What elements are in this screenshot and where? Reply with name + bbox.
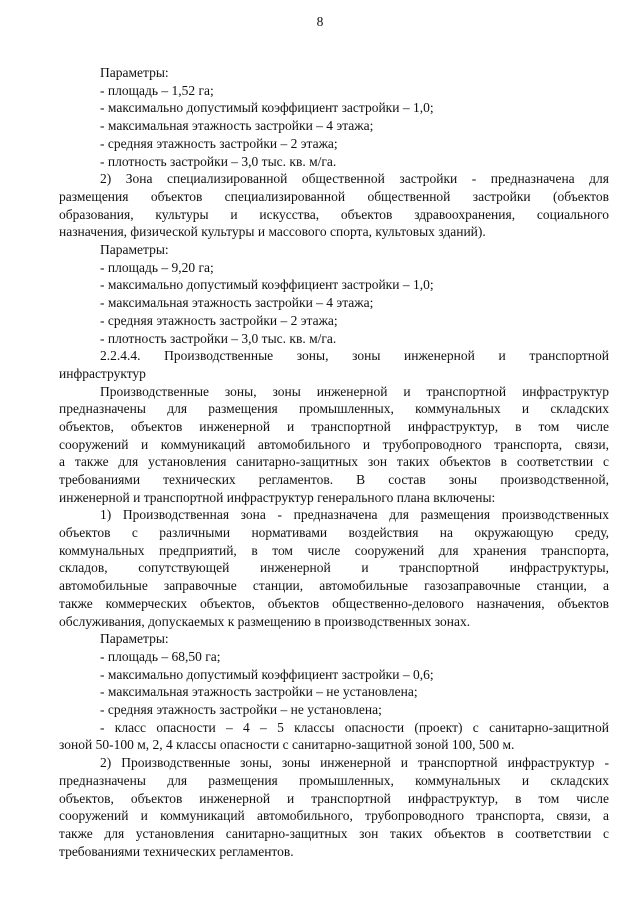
page-number: 8 [316, 14, 324, 29]
text-line: требованиями технических регламентов. [59, 843, 294, 859]
text-line: объектов с различными нормативами воздействия на окружающую среду, [59, 525, 609, 541]
text-line: - средняя этажность застройки – не установлена; [100, 702, 382, 718]
text-line: автомобильные заправочные станции, автомобильные газозаправочные станции, а [59, 578, 609, 594]
text-line: а также для установления санитарно-защитных зон таких объектов в соответствии с [59, 454, 609, 470]
text-line: также коммерческих объектов, объектов общественно-делового назначения, объектов [59, 595, 609, 611]
text-line: зоной 50-100 м, 2, 4 классы опасности с санитарно-защитной зоной 100, 500 м. [59, 737, 515, 753]
text-line: - площадь – 9,20 га; [100, 259, 214, 275]
text-line: - максимальная этажность застройки – не установлена; [100, 684, 418, 700]
text-line: образования, культуры и искусства, объектов здравоохранения, социального [59, 206, 609, 222]
text-line: - плотность застройки – 3,0 тыс. кв. м/га. [100, 330, 337, 346]
text-line: - максимальная этажность застройки – 4 этажа; [100, 118, 374, 134]
text-line: также для установления санитарно-защитных зон таких объектов в соответствии с [59, 825, 609, 841]
text-line: предназначены для размещения промышленных, коммунальных и складских [59, 401, 609, 417]
text-line: инженерной и транспортной инфраструктур генерального плана включены: [59, 489, 496, 505]
text-line: - плотность застройки – 3,0 тыс. кв. м/га. [100, 153, 337, 169]
text-line: Параметры: [100, 241, 169, 257]
text-line: складов, сопутствующей инженерной и транспортной инфраструктуры, [59, 560, 609, 576]
text-line: инфраструктур [59, 365, 146, 381]
text-line: - класс опасности – 4 – 5 классы опасности (проект) с санитарно-защитной [100, 719, 609, 735]
text-line: - максимально допустимый коэффициент застройки – 0,6; [100, 666, 434, 682]
text-line: назначения, физической культуры и массового спорта, культовых зданий). [59, 224, 486, 240]
text-line: объектов, объектов инженерной и транспортной инфраструктур, в том числе [59, 418, 609, 434]
text-line: - площадь – 1,52 га; [100, 82, 214, 98]
text-line: - средняя этажность застройки – 2 этажа; [100, 312, 338, 328]
document-body [59, 64, 609, 860]
text-line: Производственные зоны, зоны инженерной и транспортной инфраструктур [100, 383, 609, 399]
text-line: - площадь – 68,50 га; [100, 648, 221, 664]
text-line: обслуживания, допускаемых к размещению в производственных зонах. [59, 613, 471, 629]
text-line: - максимально допустимый коэффициент застройки – 1,0; [100, 277, 434, 293]
text-line: Параметры: [100, 631, 169, 647]
text-line: - максимальная этажность застройки – 4 этажа; [100, 295, 374, 311]
text-line: сооружений и коммуникаций автомобильного, трубопроводного транспорта, связи, а [59, 808, 609, 824]
text-line: требованиями технических регламентов. В состав зоны производственной, [59, 472, 609, 488]
text-line: - максимально допустимый коэффициент застройки – 1,0; [100, 100, 434, 116]
text-line: размещения объектов специализированной общественной застройки (объектов [59, 188, 609, 204]
text-line: 2) Производственные зоны, зоны инженерной и транспортной инфраструктур - [100, 755, 609, 771]
text-line: объектов, объектов инженерной и транспортной инфраструктур, в том числе [59, 790, 609, 806]
text-line: предназначены для размещения промышленных, коммунальных и складских [59, 772, 609, 788]
text-line: коммунальных предприятий, в том числе сооружений для хранения транспорта, [59, 542, 609, 558]
text-line: 1) Производственная зона - предназначена для размещения производственных [100, 507, 609, 523]
text-line: - средняя этажность застройки – 2 этажа; [100, 135, 338, 151]
text-line: 2.2.4.4. Производственные зоны, зоны инженерной и транспортной [100, 348, 609, 364]
text-line: 2) Зона специализированной общественной застройки - предназначена для [100, 171, 609, 187]
text-line: Параметры: [100, 65, 169, 80]
text-line: сооружений и коммуникаций автомобильного и трубопроводного транспорта, связи, [59, 436, 609, 452]
